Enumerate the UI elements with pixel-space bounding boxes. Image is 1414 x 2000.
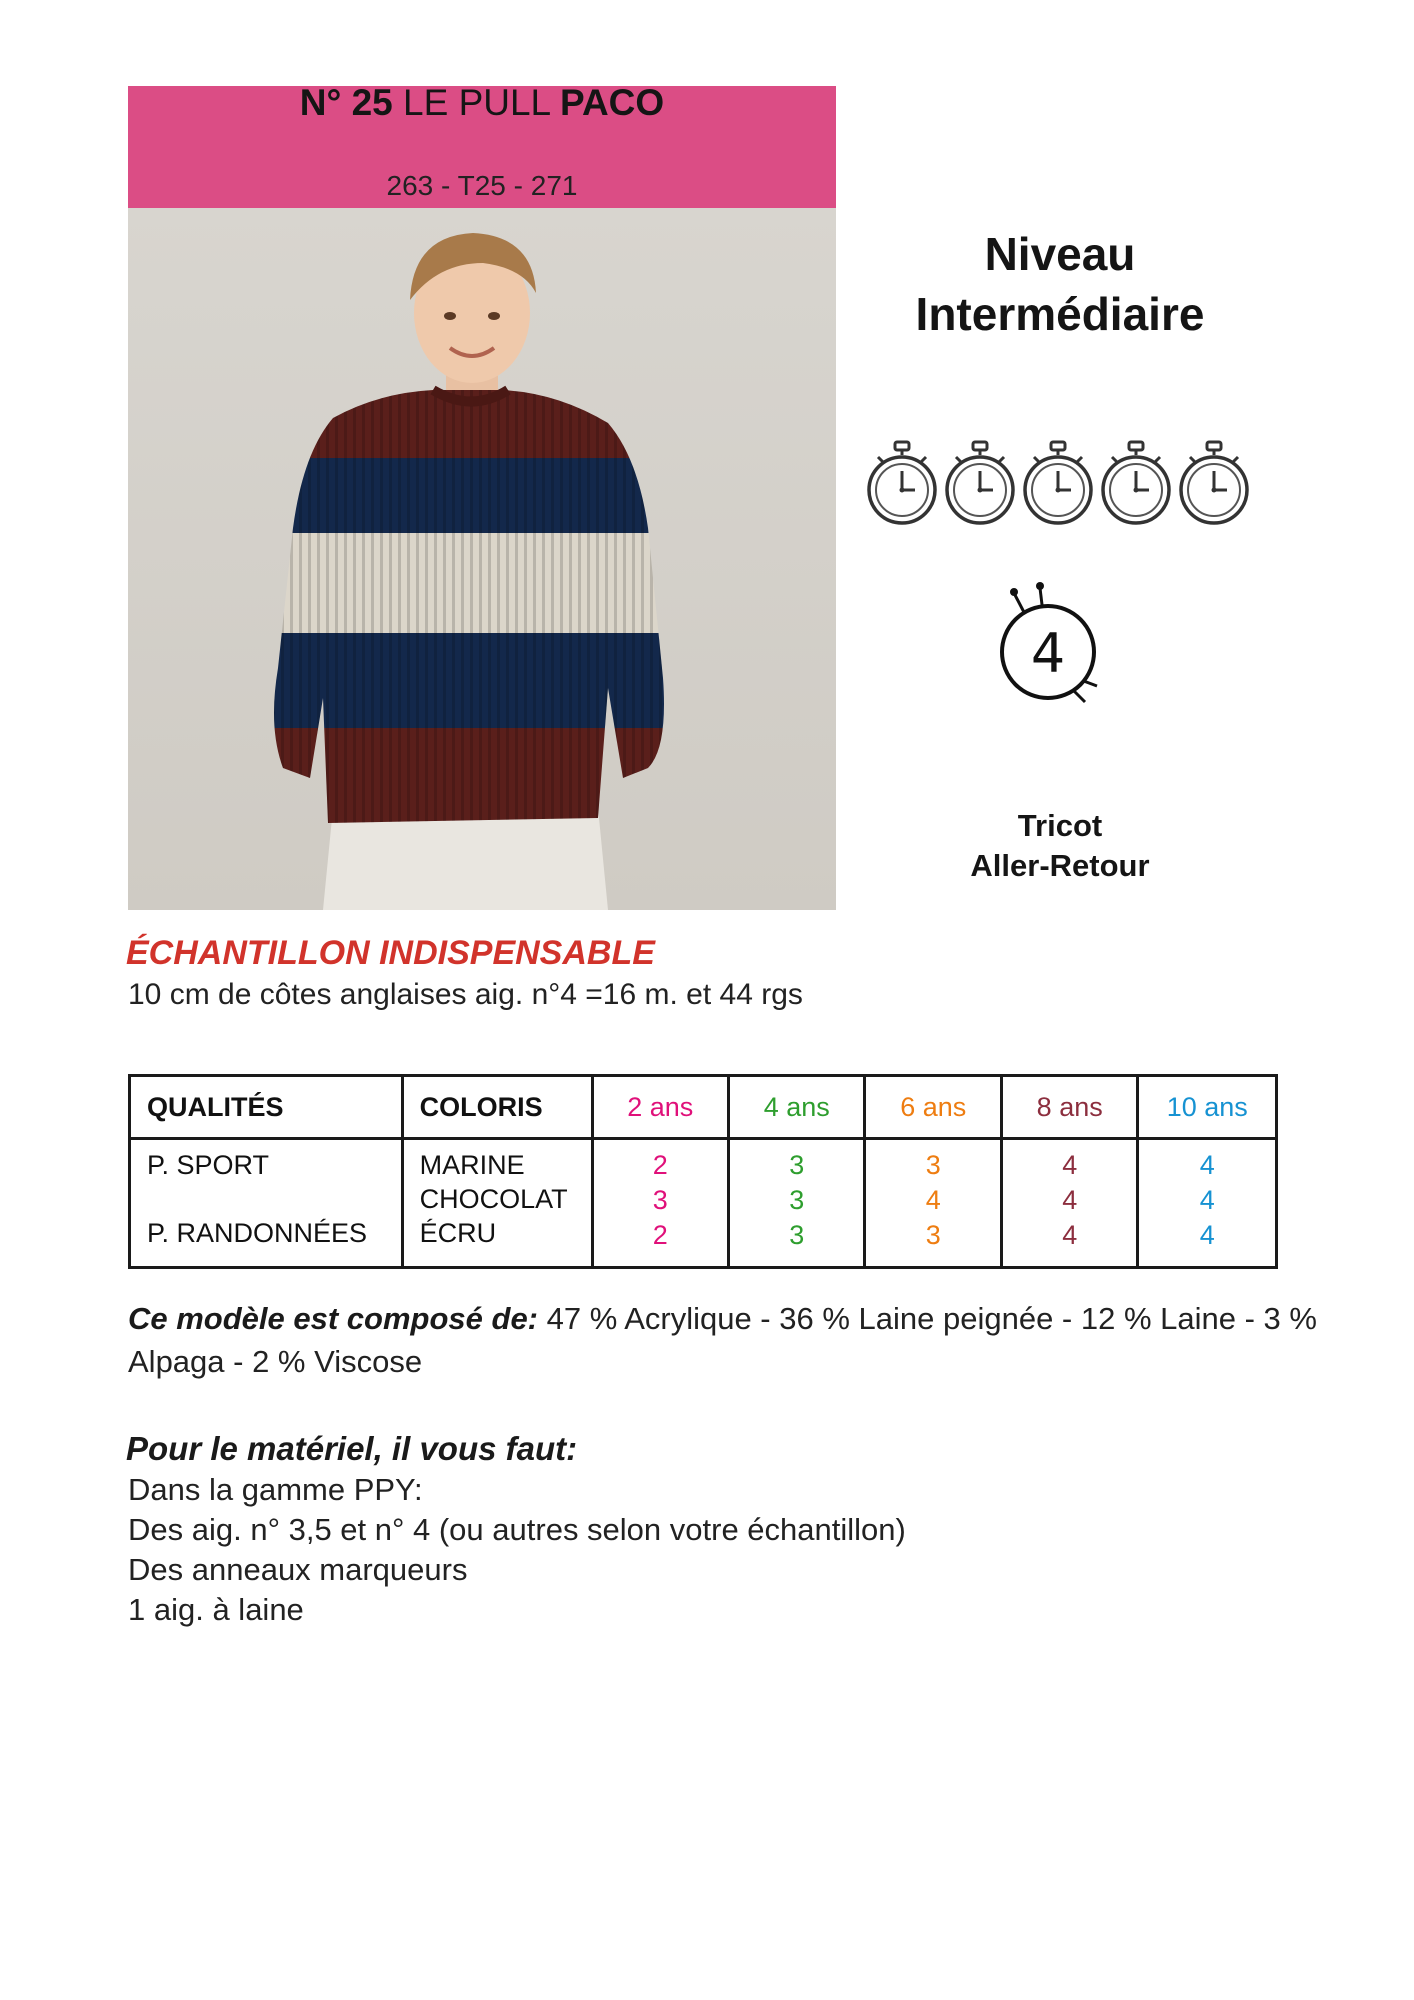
qualities-cell: [130, 1139, 403, 1268]
quantity-value: 4: [1062, 1185, 1078, 1215]
header-size-4: 4 ans: [729, 1076, 865, 1139]
materials-list: [128, 1470, 906, 1630]
needle-size-value: 4: [1030, 622, 1066, 685]
quantity-value: 4: [1062, 1220, 1078, 1250]
quality-item: P. RANDONNÉES: [147, 1218, 368, 1248]
quantity-value: 3: [925, 1220, 941, 1250]
header-qualites: QUALITÉS: [130, 1076, 403, 1139]
pattern-name-prefix: LE PULL: [403, 82, 550, 123]
technique-line-1: Tricot: [1017, 808, 1103, 843]
color-item: ÉCRU: [419, 1218, 497, 1248]
technique-line-2: Aller-Retour: [970, 848, 1150, 883]
size-4-cell: [729, 1139, 865, 1268]
quantity-value: 4: [925, 1185, 941, 1215]
materials-item: Dans la gamme PPY:: [128, 1472, 423, 1507]
yarn-table: [128, 1074, 1278, 1269]
quantity-value: 3: [925, 1150, 941, 1180]
quantity-value: 3: [789, 1185, 805, 1215]
level-label: [880, 224, 1240, 344]
header-size-8: 8 ans: [1001, 1076, 1137, 1139]
materials-item: 1 aig. à laine: [128, 1592, 304, 1627]
header-size-10: 10 ans: [1138, 1076, 1277, 1139]
time-rating: [862, 440, 1262, 530]
size-6-cell: [865, 1139, 1001, 1268]
stopwatch-icon: [1025, 442, 1091, 523]
stopwatch-icon: [947, 442, 1013, 523]
header-size-2: 2 ans: [592, 1076, 728, 1139]
pattern-name: PACO: [560, 82, 665, 123]
stopwatch-icon: [1181, 442, 1247, 523]
quantity-value: 3: [652, 1185, 668, 1215]
composition-label: Ce modèle est composé de:: [128, 1301, 539, 1336]
technique-label: [900, 806, 1220, 886]
table-header-row: [130, 1076, 1277, 1139]
needle-size-icon: [985, 580, 1115, 710]
composition-text: 47 % Acrylique - 36 % Laine peignée - 12 % Laine - 3 % Alpaga - 2 % Viscose: [128, 1301, 1317, 1379]
quantity-value: 2: [652, 1150, 668, 1180]
pattern-codes: 263 - T25 - 271: [386, 170, 578, 201]
size-10-cell: [1138, 1139, 1277, 1268]
model-photo: [128, 208, 836, 910]
color-item: CHOCOLAT: [419, 1184, 568, 1214]
quantity-value: 4: [1199, 1185, 1215, 1215]
level-line-1: Niveau: [984, 228, 1136, 280]
quality-item: P. SPORT: [147, 1150, 270, 1180]
quantity-value: 2: [652, 1220, 668, 1250]
quantity-value: 4: [1199, 1220, 1215, 1250]
size-8-cell: [1001, 1139, 1137, 1268]
level-line-2: Intermédiaire: [915, 288, 1205, 340]
pattern-title: [128, 82, 836, 124]
materials-item: Des aig. n° 3,5 et n° 4 (ou autres selon votre échantillon): [128, 1512, 906, 1547]
header-coloris: COLORIS: [402, 1076, 592, 1139]
composition: [128, 1297, 1358, 1383]
materials-heading: Pour le matériel, il vous faut:: [126, 1430, 578, 1467]
materials-item: Des anneaux marqueurs: [128, 1552, 468, 1587]
quantity-value: 4: [1199, 1150, 1215, 1180]
size-2-cell: [592, 1139, 728, 1268]
table-row: [130, 1139, 1277, 1268]
header-size-6: 6 ans: [865, 1076, 1001, 1139]
pattern-number: N° 25: [299, 82, 393, 123]
sample-text: 10 cm de côtes anglaises aig. n°4 =16 m. et 44 rgs: [128, 978, 803, 1011]
quantity-value: 3: [789, 1150, 805, 1180]
colors-cell: [402, 1139, 592, 1268]
color-item: MARINE: [419, 1150, 525, 1180]
stopwatch-icon: [869, 442, 935, 523]
sample-heading: ÉCHANTILLON INDISPENSABLE: [126, 934, 655, 972]
stopwatch-icon: [1103, 442, 1169, 523]
quantity-value: 4: [1062, 1150, 1078, 1180]
quantity-value: 3: [789, 1220, 805, 1250]
